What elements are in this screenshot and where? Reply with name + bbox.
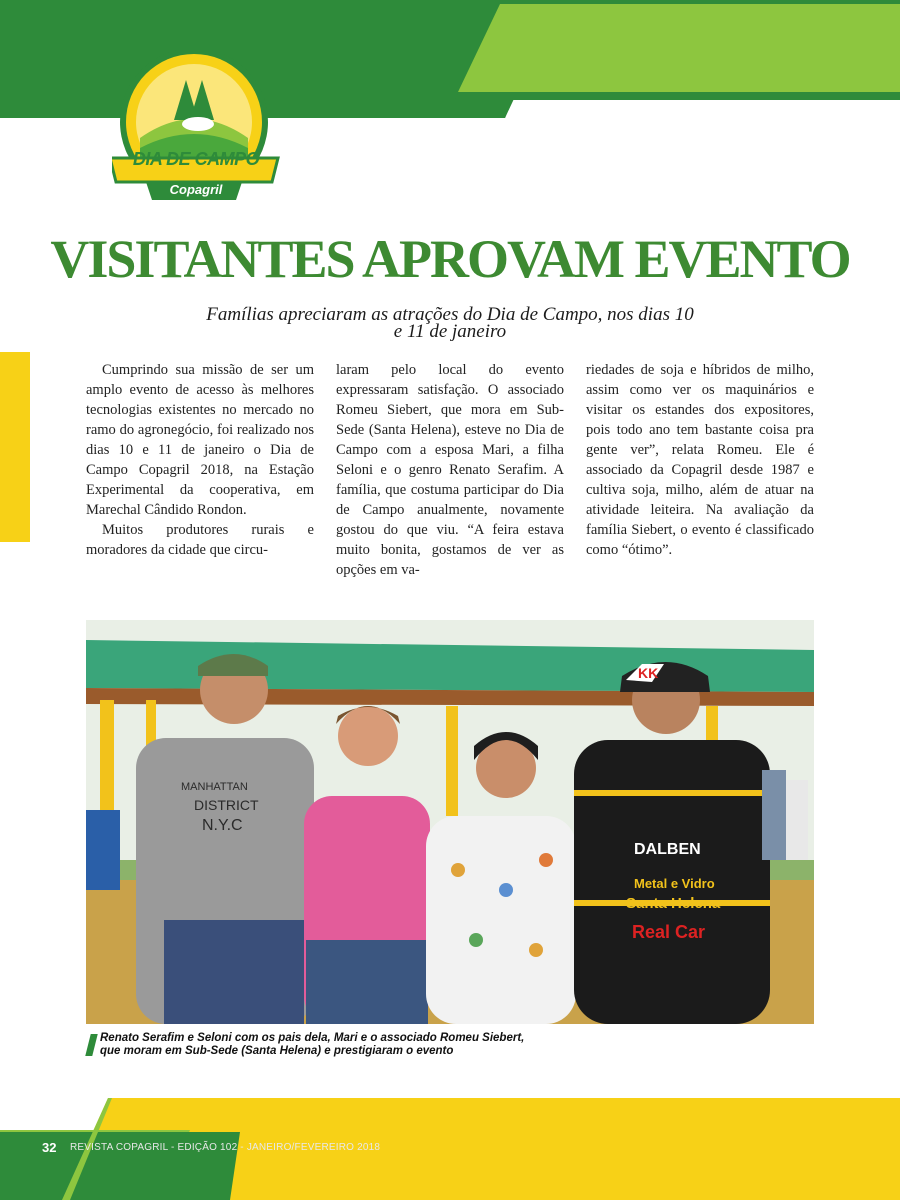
jersey-text-3: Santa Helena (626, 895, 721, 912)
running-footer: REVISTA COPAGRIL - EDIÇÃO 102 - JANEIRO/FEVEREIRO 2018 (70, 1142, 381, 1153)
jersey-text-1: DALBEN (634, 841, 701, 858)
shirt-text-2: DISTRICT (194, 797, 259, 813)
logo-brand: Copagril (169, 182, 223, 197)
column-1-paragraph-2: Muitos produtores rurais e moradores da cidade que circu- (86, 522, 314, 558)
subtitle-line-2: e 11 de janeiro (393, 321, 507, 342)
cap-text: KK (638, 665, 659, 681)
photo-caption (100, 1032, 620, 1058)
shirt-text-1: MANHATTAN (181, 781, 248, 793)
family-photo (86, 620, 814, 1024)
text-column-1 (86, 360, 314, 560)
column-2-paragraph-1: laram pelo local do evento expressaram satisfação. O associado Romeu Siebert, que mora em Sub-Sede (Santa Helena), esteve no Dia de Campo com a esposa Mari, a filha Seloni e o genro Renato Serafim. A família, que costuma participar do Dia de Campo anualmente, novamente gostou do que viu. “A feira estava muito bonita, gostamos de ver as opções em va- (336, 362, 564, 578)
article-headline: VISITANTES APROVAM EVENTO (50, 229, 850, 289)
jersey-text-4: Real Car (632, 922, 706, 942)
subtitle-line-1: Famílias apreciaram as atrações do Dia de Campo, nos dias 10 (206, 304, 694, 325)
side-tab (0, 352, 30, 542)
text-column-3 (586, 360, 814, 560)
photo-illustration (86, 620, 814, 1024)
column-1-paragraph-1: Cumprindo sua missão de ser um amplo evento de acesso às melhores tecnologias existentes no mercado no ramo do agronegócio, foi realizado nos dias 10 e 11 de janeiro o Dia de Campo Copagril 2018, na Estação Experimental da cooperativa, em Marechal Cândido Rondon. (86, 362, 314, 518)
column-3-paragraph-1: riedades de soja e híbridos de milho, assim como ver os maquinários e visitar os estandes dos expositores, pois todo ano tem bastante coisa pra gente ver”, relata Romeu. Ele é associado da Copagril desde 1987 e cultiva soja, milho, além de atuar na atividade leiteira. Na avaliação da família Siebert, o evento é classificado como “ótimo”. (586, 362, 814, 558)
caption-line-1: Renato Serafim e Seloni com os pais dela, Mari e o associado Romeu Siebert, (100, 1032, 525, 1044)
text-column-2 (336, 360, 564, 580)
caption-marker (85, 1034, 97, 1056)
logo-title: DIA DE CAMPO (132, 149, 260, 169)
page-number: 32 (42, 1140, 57, 1155)
caption-line-2: que moram em Sub-Sede (Santa Helena) e prestigiaram o evento (100, 1045, 454, 1057)
shirt-text-3: N.Y.C (202, 817, 243, 834)
article-subtitle (140, 306, 760, 340)
jersey-text-2: Metal e Vidro (634, 876, 715, 891)
